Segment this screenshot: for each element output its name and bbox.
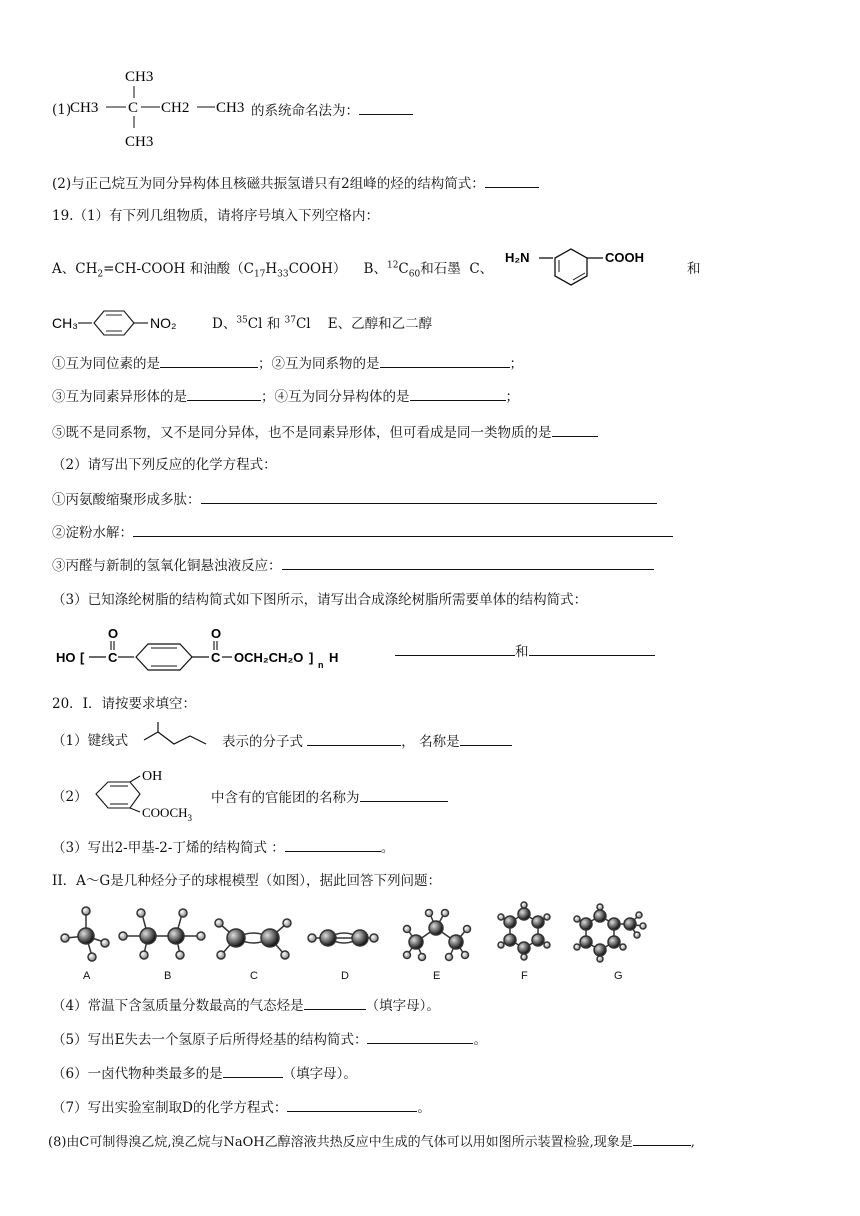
answer-blank[interactable] [359, 101, 413, 115]
model-label-f: F [521, 970, 528, 982]
q19-header: 19.（1）有下列几组物质，请将序号填入下列空格内： [52, 208, 380, 224]
answer-blank[interactable] [133, 523, 673, 537]
model-d-acetylene [308, 930, 378, 946]
svg-text:HO: HO [56, 650, 76, 665]
svg-text:O: O [108, 626, 119, 641]
answer-blank[interactable] [360, 788, 448, 802]
answer-blank[interactable] [201, 490, 657, 504]
aminobenzoic-acid-structure [505, 238, 675, 296]
model-label-g: G [614, 970, 623, 982]
q20-header: 20．I．请按要求填空： [52, 696, 197, 712]
model-label-c: C [250, 970, 258, 982]
answer-blank[interactable] [282, 556, 654, 570]
model-f-benzene [498, 902, 550, 960]
nitrotoluene-structure [52, 306, 202, 340]
q20-s5: （5）写出E失去一个氢原子后所得烃基的结构简式： 。 [52, 1032, 487, 1048]
struct-ch3-top: CH3 [125, 69, 154, 85]
q20-s2-rest: 中含有的官能团的名称为 [211, 788, 448, 807]
q18-p1-label: (1) [52, 102, 72, 118]
model-label-e: E [433, 970, 441, 982]
model-b-ethane [119, 909, 205, 959]
q19-q3-q4: ③互为同素异形体的是 ；④互为同分异构体的是 ； [52, 389, 519, 405]
q20-s1-a: （1）键线式 [52, 733, 129, 749]
q19-q5: ⑤既不是同系物，又不是同分异体，也不是同素异形体，但可看成是同一类物质的是 [52, 423, 598, 442]
answer-blank[interactable] [223, 1064, 283, 1078]
svg-text:C: C [211, 650, 221, 665]
q20-s8: (8)由C可制得溴乙烷,溴乙烷与NaOH乙醇溶液共热反应中生成的气体可以用如图所示装置检验,现象是 , [48, 1132, 695, 1152]
q20-s7: （7）写出实验室制取D的化学方程式： 。 [52, 1100, 431, 1116]
answer-blank[interactable] [485, 174, 539, 188]
svg-text:]: ] [309, 650, 314, 665]
struct-center-c: C [128, 100, 139, 116]
struct-ch3-left: CH3 [70, 100, 99, 116]
q18-p2: (2)与正己烷互为同分异构体且核磁共振氢谱只有2组峰的烃的结构简式： [52, 174, 539, 193]
answer-blank[interactable] [307, 732, 401, 746]
answer-blank[interactable] [287, 1098, 417, 1112]
q20-s4: （4）常温下含氢质量分数最高的气态烃是 （填字母）。 [52, 998, 440, 1014]
model-g-toluene [574, 904, 646, 962]
q20-s2-a: （2） [52, 789, 88, 805]
model-label-b: B [164, 970, 172, 982]
svg-text:O: O [211, 626, 222, 641]
model-a-methane [61, 907, 109, 961]
svg-text:n: n [318, 660, 324, 670]
answer-blank[interactable] [633, 1132, 691, 1146]
svg-text:H: H [329, 650, 339, 665]
q19-row-a: A、$CH_2=CH$-COOH 和油酸$(C_{17}H_{33}COOH)$ B、$^{12}C_{60}$和石墨 C、 [52, 260, 494, 280]
q18-structure [70, 62, 250, 152]
q19-r3: ③丙醛与新制的氢氧化铜悬浊液反应： [52, 556, 654, 575]
and-label: 和 [687, 261, 701, 277]
struct-ch3-right: CH3 [216, 100, 245, 116]
svg-text:[: [ [80, 650, 85, 665]
svg-text:CH₃: CH₃ [52, 315, 78, 331]
q20-s6: （6）一卤代物种类最多的是 （填字母）。 [52, 1066, 357, 1082]
q19-r1: ①丙氨酸缩聚形成多肽： [52, 490, 657, 509]
struct-ch3-bottom: CH3 [125, 134, 154, 150]
q19-part3: （3）已知涤纶树脂的结构简式如下图所示，请写出合成涤纶树脂所需要单体的结构简式： [52, 592, 588, 608]
model-label-d: D [341, 970, 349, 982]
q20-s3: （3）写出2-甲基-2-丁烯的结构简式 ： 。 [52, 840, 395, 856]
q20-s1-rest: 表示的分子式 ， 名称是 [222, 732, 512, 751]
svg-text:OH: OH [142, 769, 163, 784]
q19-r2: ②淀粉水解： [52, 523, 673, 542]
skeletal-formula [140, 722, 220, 752]
q19-part2: （2）请写出下列反应的化学方程式： [52, 457, 277, 473]
answer-blank[interactable] [285, 838, 381, 852]
answer-blank[interactable] [304, 996, 366, 1010]
ball-stick-models [52, 902, 672, 986]
q18-p1-text: 的系统命名法为： [251, 101, 413, 120]
svg-text:COOCH3: $COOCH_3$ [142, 805, 193, 823]
svg-text:OCH₂CH₂O: OCH₂CH₂O [234, 650, 304, 665]
answer-blank[interactable] [395, 642, 515, 656]
answer-blank[interactable] [187, 387, 261, 401]
polyester-structure [56, 622, 356, 672]
answer-blank[interactable] [380, 354, 510, 368]
model-e-propane [404, 910, 471, 961]
q19-q1-q2: ①互为同位素的是 ；②互为同系物的是 ； [52, 356, 523, 372]
svg-text:NO₂: NO₂ [150, 315, 177, 331]
svg-text:H₂N: H₂N [505, 250, 530, 265]
answer-blank[interactable] [460, 732, 512, 746]
answer-blank[interactable] [529, 642, 655, 656]
methyl-salicylate-structure [90, 764, 210, 824]
answer-blank[interactable] [552, 423, 598, 437]
model-label-a: A [83, 970, 91, 982]
answer-blank[interactable] [410, 387, 506, 401]
q19-row-b: D、$^{35}$Cl 和 $^{37}$Cl E、乙醇和乙二醇 [212, 315, 433, 332]
answer-blank[interactable] [367, 1030, 473, 1044]
model-c-ethylene [215, 919, 291, 959]
answer-blank[interactable] [160, 354, 258, 368]
svg-text:COOH: COOH [605, 250, 644, 265]
struct-ch2: CH2 [161, 100, 190, 116]
monomer-answers: 和 [395, 642, 655, 661]
q20-part2: II．A～G是几种烃分子的球棍模型（如图），据此回答下列问题： [52, 873, 441, 889]
svg-text:C: C [108, 650, 118, 665]
